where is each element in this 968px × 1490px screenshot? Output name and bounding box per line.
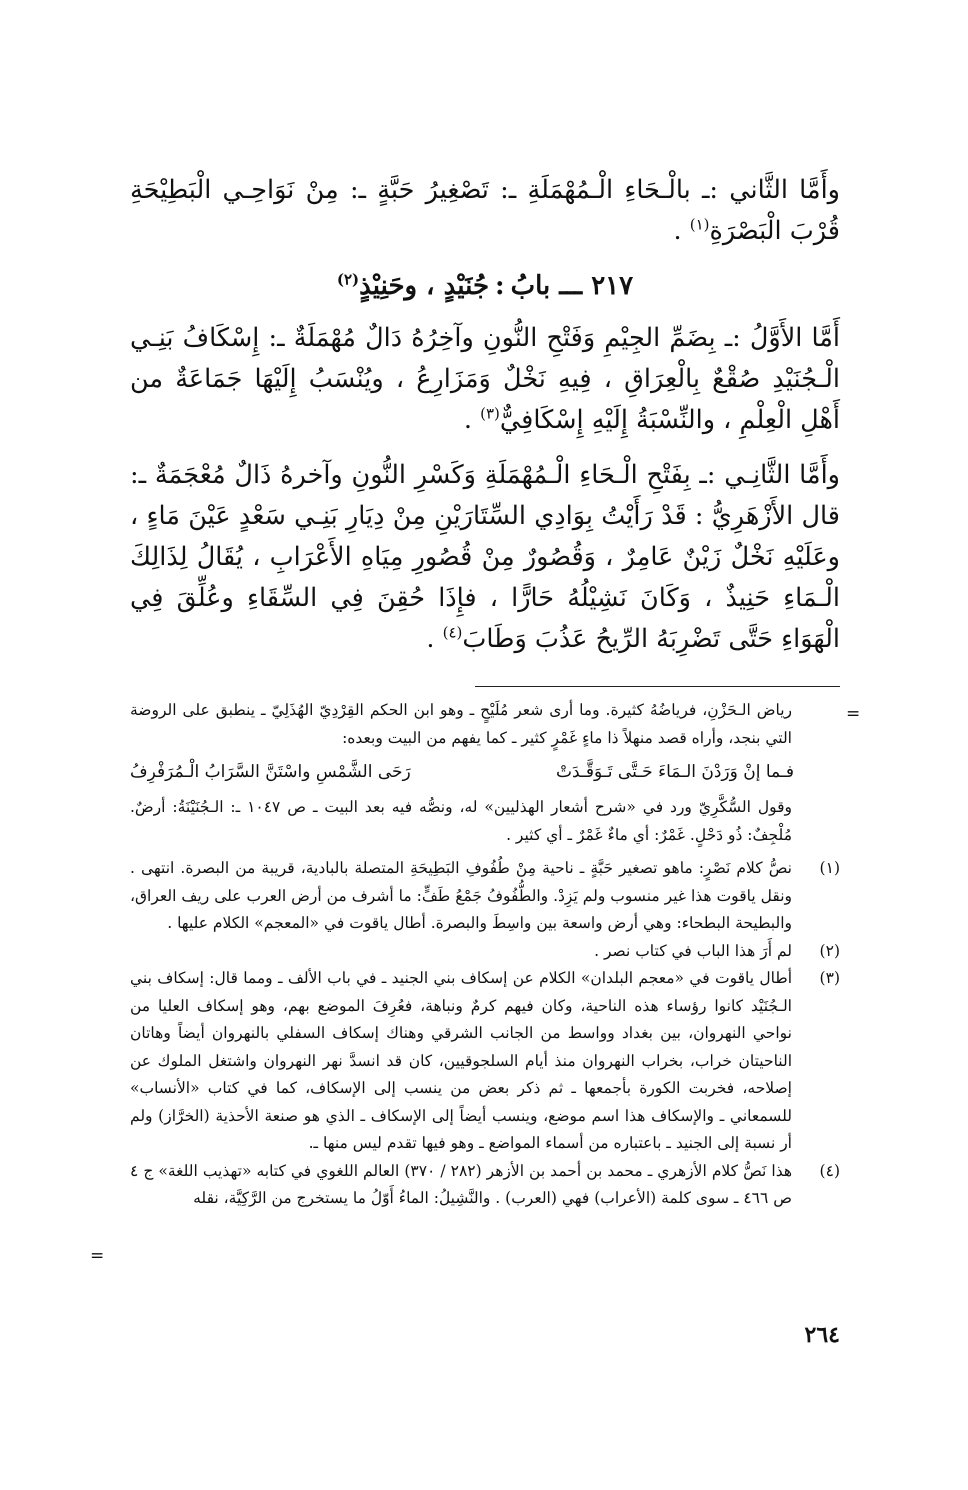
footnote-1-text: نصُّ كلام نَصْرٍ: ماهو تصغير حَبَّةٍ ـ ناحية مِنْ طُفُوفِ البَطِيحَةِ المتصلة بالبادية، قريبة من البصرة. انتهى . ونقل ياقوت هذا غير منسوب ولم يَزِدْ. والطُّفُوفُ جَمْعُ طَفٍّ: ما أشرف من أرض العرب على ريف العراق، والبطيحة البطحاء: وهي أرض واسعة بين واسِطَ والبصرة. أطال ياقوت في «المعجم» الكلام عليها . [130,859,792,932]
footnote-4-text: هذا نَصُّ كلام الأزهري ـ محمد بن أحمد بن الأزهر (٢٨٢ / ٣٧٠) العالم اللغوي في كتابه «تهذيب اللغة» ج ٤ ص ٤٦٦ ـ سوى كلمة (الأعراب) فهي (العرب) . والنَّشِيلُ: الماءُ أَوّلُ ما يستخرج من الرَّكِيَّة، نقله [130,1161,793,1207]
main-text [130,170,840,674]
footnote-4-number: (٤) [819,1161,840,1180]
footnote-2-text: لم أَرَ هذا الباب في كتاب نصر . [594,941,792,960]
footnote-ref-3[interactable]: (٣) [480,404,500,423]
footnote-continuation-spacer [792,697,840,752]
paragraph-3 [130,455,840,660]
continuation-mark: = [846,704,861,724]
paragraph-1-text: وأَمَّا الثَّاني :ـ بالْـحَاءِ الْـمُهْمَلَةِ ـ: تَصْغِيرُ حَبَّةٍ ـ: مِنْ نَوَاحِـي الْبَطِيْحَةِ قُرْبَ الْبَصْرَةِ [130,175,840,246]
paragraph-3-end: . [426,624,443,654]
chapter-heading [130,266,840,306]
paragraph-3-text: وأَمَّا الثَّانِـي :ـ بِفَتْحِ الْـحَاءِ الْـمُهْمَلَةِ وَكَسْرِ النُّونِ وآخرهُ ذَالٌ مُعْجَمَةٌ ـ: قال الأَزْهَرِيُّ : قَدْ رَأَيْتُ بِوَادِي السِّتَارَيْنِ مِنْ دِيَارِ بَنِـي سَعْدٍ عَيْنَ مَاءٍ ، وعَلَيْهِ نَخْلٌ زَيْنٌ عَامِرٌ ، وَقُصُورٌ مِنْ قُصُورِ مِيَاهِ الأَعْرَابِ ، يُقَالُ لِذَالِكَ الْـمَاءِ حَنِيذٌ ، وَكَانَ نَشِيْلُهُ حَارًّا ، فإِذَا حُقِنَ فِي السِّقَاءِ وعُلِّقَ فِي الْهَوَاءِ حَتَّى تَضْرِبَهُ الرِّيحُ عَذُبَ وَطَابَ [130,460,840,654]
footnote-3-text: أطال ياقوت في «معجم البلدان» الكلام عن إسكاف بني الجنيد ـ في باب الألف ـ ومما قال: إسكاف بني الـجُنَيْد كانوا رؤساء هذه الناحية، وكان فيهم كرمٌ ونباهة، فعُرِفَ الموضع بهم، وهو إسكاف العليا من نواحي النهروان، بين بغداد وواسط من الجانب الشرقي وهناك إسكاف السفلي بالنهروان أيضاً وهاتان الناحيتان خراب، بخراب النهروان منذ أيام السلجوقيين، كان قد انسدَّ نهر النهروان واشتغل الملوك عن إصلاحه، فخربت الكورة بأجمعها ـ ثم ذكر بعض من ينسب إلى الإسكاف، كما في كتاب «الأنساب» للسمعاني ـ والإسكاف هذا اسم موضع، وينسب أيضاً إلى الإسكاف ـ الذي هو صنعة الأحذية (الخرَّاز) ولم أر نسبة إلى الجنيد ـ باعتباره من أسماء المواضع ـ وهو فيها تقدم ليس منها ـ. [130,969,792,1152]
footnote-3-number: (٣) [819,969,840,987]
paragraph-2-text: أَمَّا الأَوَّلُ :ـ بِضَمِّ الجِيْمِ وَفَتْحِ النُّونِ وآخِرُهُ دَالٌ مُهْمَلَةٌ ـ: إِسْكَافُ بَنِـي الْـجُنَيْدِ صُقْعٌ بِالْعِرَاقِ ، فِيهِ نَخْلٌ وَمَزَارِعُ ، ويُنْسَبُ إِلَيْهَا جَمَاعَةٌ من أَهْلِ الْعِلْمِ ، والنِّسْبَةُ إِلَيْهِ إِسْكَافِيٌّ [130,323,840,435]
verse-second-hemistich: رَحَى الشَّمْسِ واسْتَنَّ السَّرَابُ الْـمُرَفْرِفُ [130,762,411,782]
footnote-4 [130,1158,840,1213]
paragraph-2 [130,318,840,441]
footnote-continuation-text: رياض الـحَزْنِ، فرياضُهُ كثيرة. وما أرى شعر مُلَيْحٍ ـ وهو ابن الحكم القِرْدِيّ الهُذَلِيّ ـ ينطبق على الروضة التي بنجد، وأراه قصد منهلاً ذا ماءٍ غَمْرٍ كثير ـ كما يفهم من البيت وبعده: [130,701,792,747]
page-number: ٢٦٤ [804,1322,840,1348]
paragraph-2-end: . [463,405,481,435]
footnote-ref-2[interactable]: (٢) [336,270,360,289]
footnote-1-number: (١) [819,859,840,877]
paragraph-1-end: . [673,216,690,246]
footnote-3 [130,965,840,1158]
footnote-ref-1[interactable]: (١) [689,215,710,234]
footnote-after-verse [130,794,840,849]
continued-mark: = [90,1246,105,1266]
verse-first-hemistich: فـما إنْ وَرَدْنَ الـمَاءَ حَـتَّى تَـوَقَّـدَتْ [555,762,794,782]
footnote-2 [130,938,840,966]
poem-verse [130,754,840,790]
footnote-after-verse-text: وقول السُّكَّرِيّ ورد في «شرح أشعار الهذليين» له، ونصُّه فيه بعد البيت ـ ص ١٠٤٧ ـ: الـجُنَيْنَةُ: أرضٌ. مُلْجِفٌ: ذُو دَحْلٍ. غَمْرٌ: أي ماءٌ غَمْرٌ ـ أي كثير . [130,798,792,844]
footnote-after-verse-spacer [792,794,840,849]
paragraph-1 [130,170,840,252]
footnote-2-number: (٢) [819,941,840,960]
chapter-number: ٢١٧ ـــ بابُ [510,271,634,301]
footnote-1 [130,855,840,938]
chapter-names: جُنَيْدٍ ، وحَنِيْذٍ [359,271,490,301]
footnotes [130,697,840,1213]
footnote-divider [475,686,840,687]
heading-colon: : [495,271,505,301]
footnote-continuation [130,697,840,752]
footnote-ref-4[interactable]: (٤) [442,623,463,642]
